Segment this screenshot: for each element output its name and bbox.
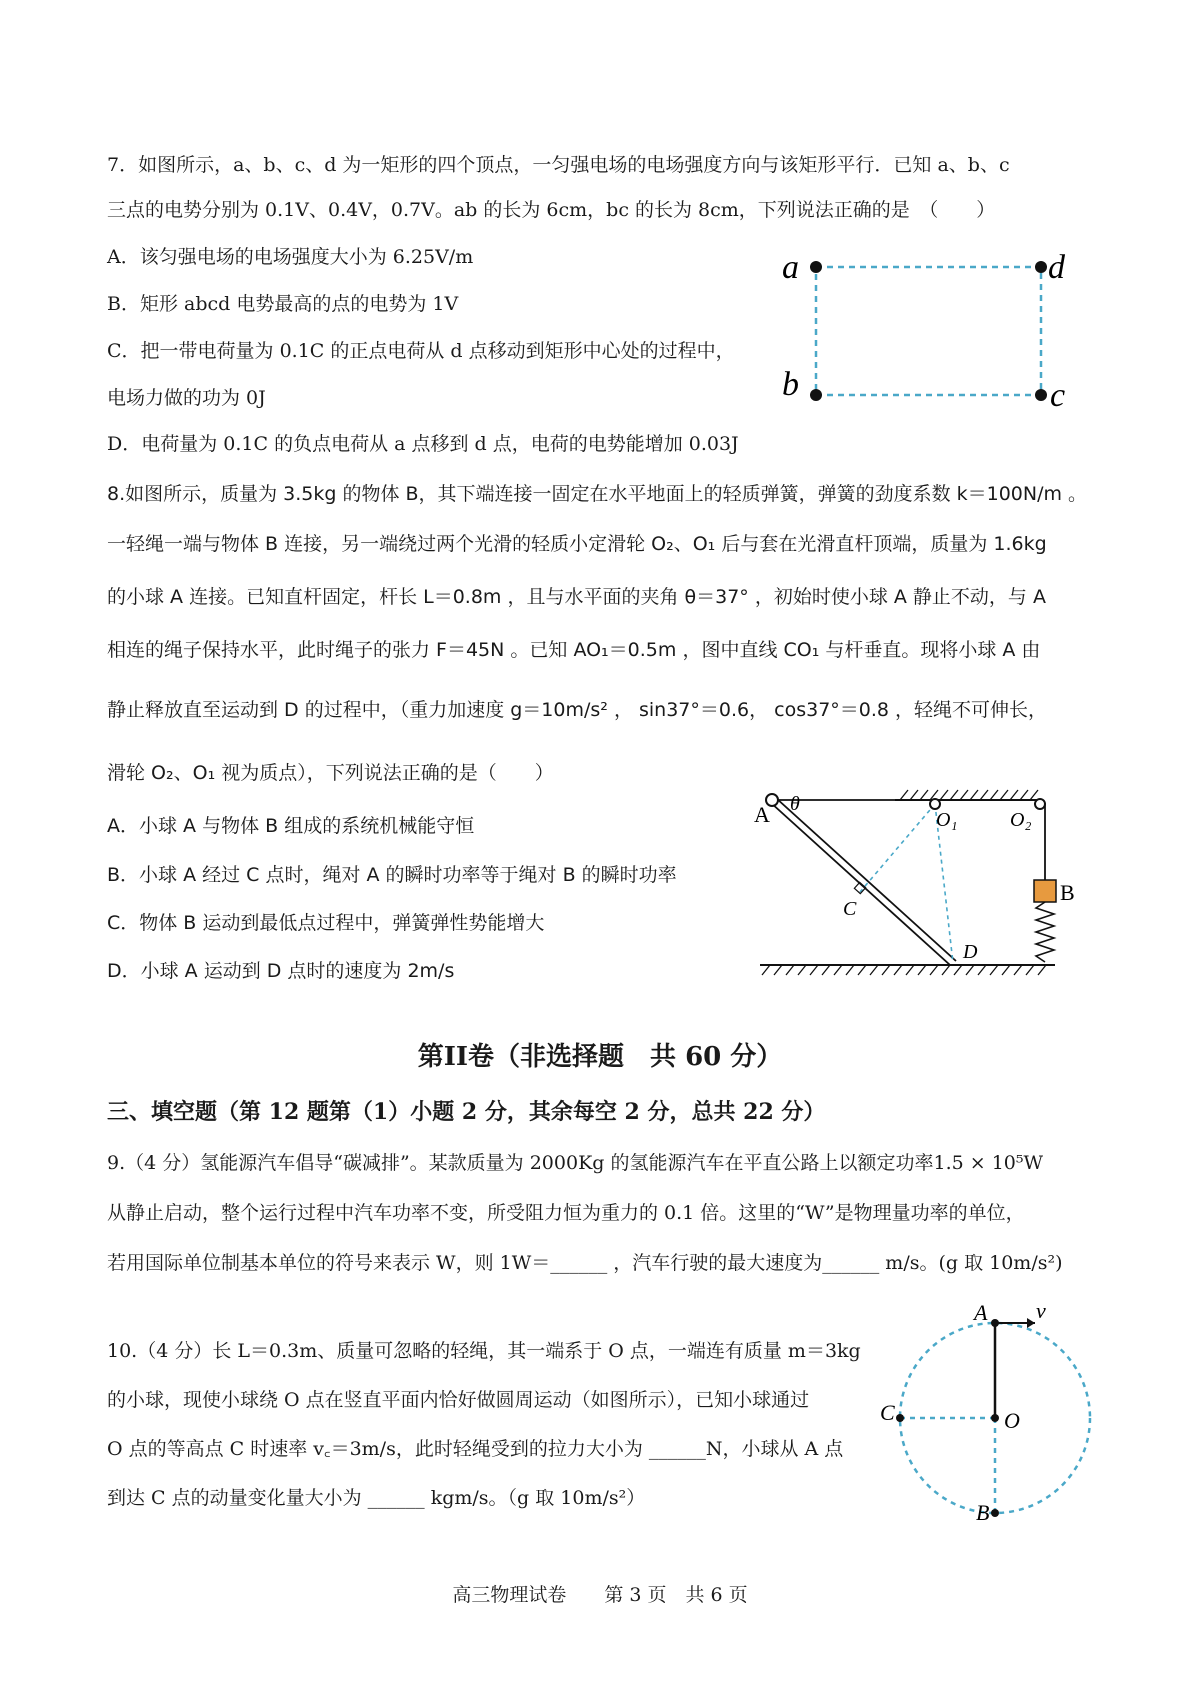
q8-label-o1: O₁ [936,809,958,831]
q10-circle-figure [880,1298,1100,1525]
q8-label-o2: O₂ [1010,809,1032,831]
q8-option-c: C．物体 B 运动到最低点过程中，弹簧弹性势能增大 [107,912,545,934]
q9-line2: 从静止启动，整个运行过程中汽车功率不变，所受阻力恒为重力的 0.1 倍。这里的“W”是物理量功率的单位， [107,1202,1025,1224]
q7-label-c: c [1050,377,1066,414]
q9-line1: 9.（4 分）氢能源汽车倡导“碳减排”。某款质量为 2000Kg 的氢能源汽车在平直公路上以额定功率1.5 × 10⁵W [107,1152,1044,1174]
q8-option-a: A．小球 A 与物体 B 组成的系统机械能守恒 [107,815,475,837]
q7-label-a: a [782,249,799,286]
q8-line6: 滑轮 O₂、O₁ 视为质点），下列说法正确的是（ ） [107,762,554,784]
q8-pulley-figure [750,780,1095,980]
q7-label-d: d [1048,249,1065,286]
page-footer: 高三物理试卷 第 3 页 共 6 页 [452,1584,748,1606]
q10-label-a: A [974,1300,988,1325]
q7-rectangle-figure [780,240,1100,420]
q10-line4: 到达 C 点的动量变化量大小为 ______ kgm/s。（g 取 10m/s²） [107,1487,646,1509]
q8-option-d: D．小球 A 运动到 D 点时的速度为 2m/s [107,960,455,982]
q10-label-o: O [1004,1408,1020,1433]
q7-line1: 7．如图所示，a、b、c、d 为一矩形的四个顶点，一匀强电场的电场强度方向与该矩形平行．已知 a、b、c [107,154,1010,176]
q7-line2: 三点的电势分别为 0.1V、0.4V，0.7V。ab 的长为 6cm，bc 的长为 8cm，下列说法正确的是 （ ） [107,199,996,221]
q8-label-b: B [1060,880,1075,905]
q7-option-c: C．把一带电荷量为 0.1C 的正点电荷从 d 点移动到矩形中心处的过程中， [107,340,735,362]
q8-line4: 相连的绳子保持水平，此时绳子的张力 F＝45N 。已知 AO₁＝0.5m ，图中直线 CO₁ 与杆垂直。现将小球 A 由 [107,639,1041,661]
q8-label-c: C [843,898,857,920]
q8-label-d: D [963,941,978,963]
q8-line3: 的小球 A 连接。已知直杆固定，杆长 L＝0.8m ，且与水平面的夹角 θ＝37° ，初始时使小球 A 静止不动，与 A [107,586,1046,608]
q10-label-v: v [1036,1298,1046,1323]
q7-option-d: D．电荷量为 0.1C 的负点电荷从 a 点移到 d 点，电荷的电势能增加 0.03J [107,433,739,455]
section-3-title: 三、填空题（第 12 题第（1）小题 2 分，其余每空 2 分，总共 22 分） [107,1099,826,1125]
q8-line1: 8.如图所示，质量为 3.5kg 的物体 B，其下端连接一固定在水平地面上的轻质弹簧，弹簧的劲度系数 k＝100N/m 。 [107,483,1088,505]
q10-line2: 的小球，现使小球绕 O 点在竖直平面内恰好做圆周运动（如图所示），已知小球通过 [107,1389,810,1411]
q8-line5: 静止释放直至运动到 D 的过程中，（重力加速度 g＝10m/s² ， sin37°＝0.6， cos37°＝0.8 ，轻绳不可伸长， [107,699,1048,721]
q8-option-b: B．小球 A 经过 C 点时，绳对 A 的瞬时功率等于绳对 B 的瞬时功率 [107,864,677,886]
q7-option-c-cont: 电场力做的功为 0J [107,387,266,409]
q7-option-a: A．该匀强电场的电场强度大小为 6.25V/m [107,246,474,268]
q9-line3: 若用国际单位制基本单位的符号来表示 W，则 1W＝______ ，汽车行驶的最大速度为______ m/s。(g 取 10m/s²) [107,1252,1063,1274]
q7-label-b: b [782,366,799,403]
q7-option-b: B．矩形 abcd 电势最高的点的电势为 1V [107,293,459,315]
q10-line3: O 点的等高点 C 时速率 v꜀＝3m/s，此时轻绳受到的拉力大小为 ______N，小球从 A 点 [107,1438,844,1460]
q10-line1: 10.（4 分）长 L＝0.3m、质量可忽略的轻绳，其一端系于 O 点，一端连有质量 m＝3kg [107,1340,861,1362]
q10-label-c: C [880,1400,895,1425]
q10-label-b: B [976,1500,990,1525]
q8-line2: 一轻绳一端与物体 B 连接，另一端绕过两个光滑的轻质小定滑轮 O₂、O₁ 后与套在光滑直杆顶端，质量为 1.6kg [107,533,1047,555]
q8-label-theta: θ [790,793,800,815]
section-2-title: 第II卷（非选择题 共 60 分） [417,1042,783,1072]
q8-label-a: A [754,802,770,827]
